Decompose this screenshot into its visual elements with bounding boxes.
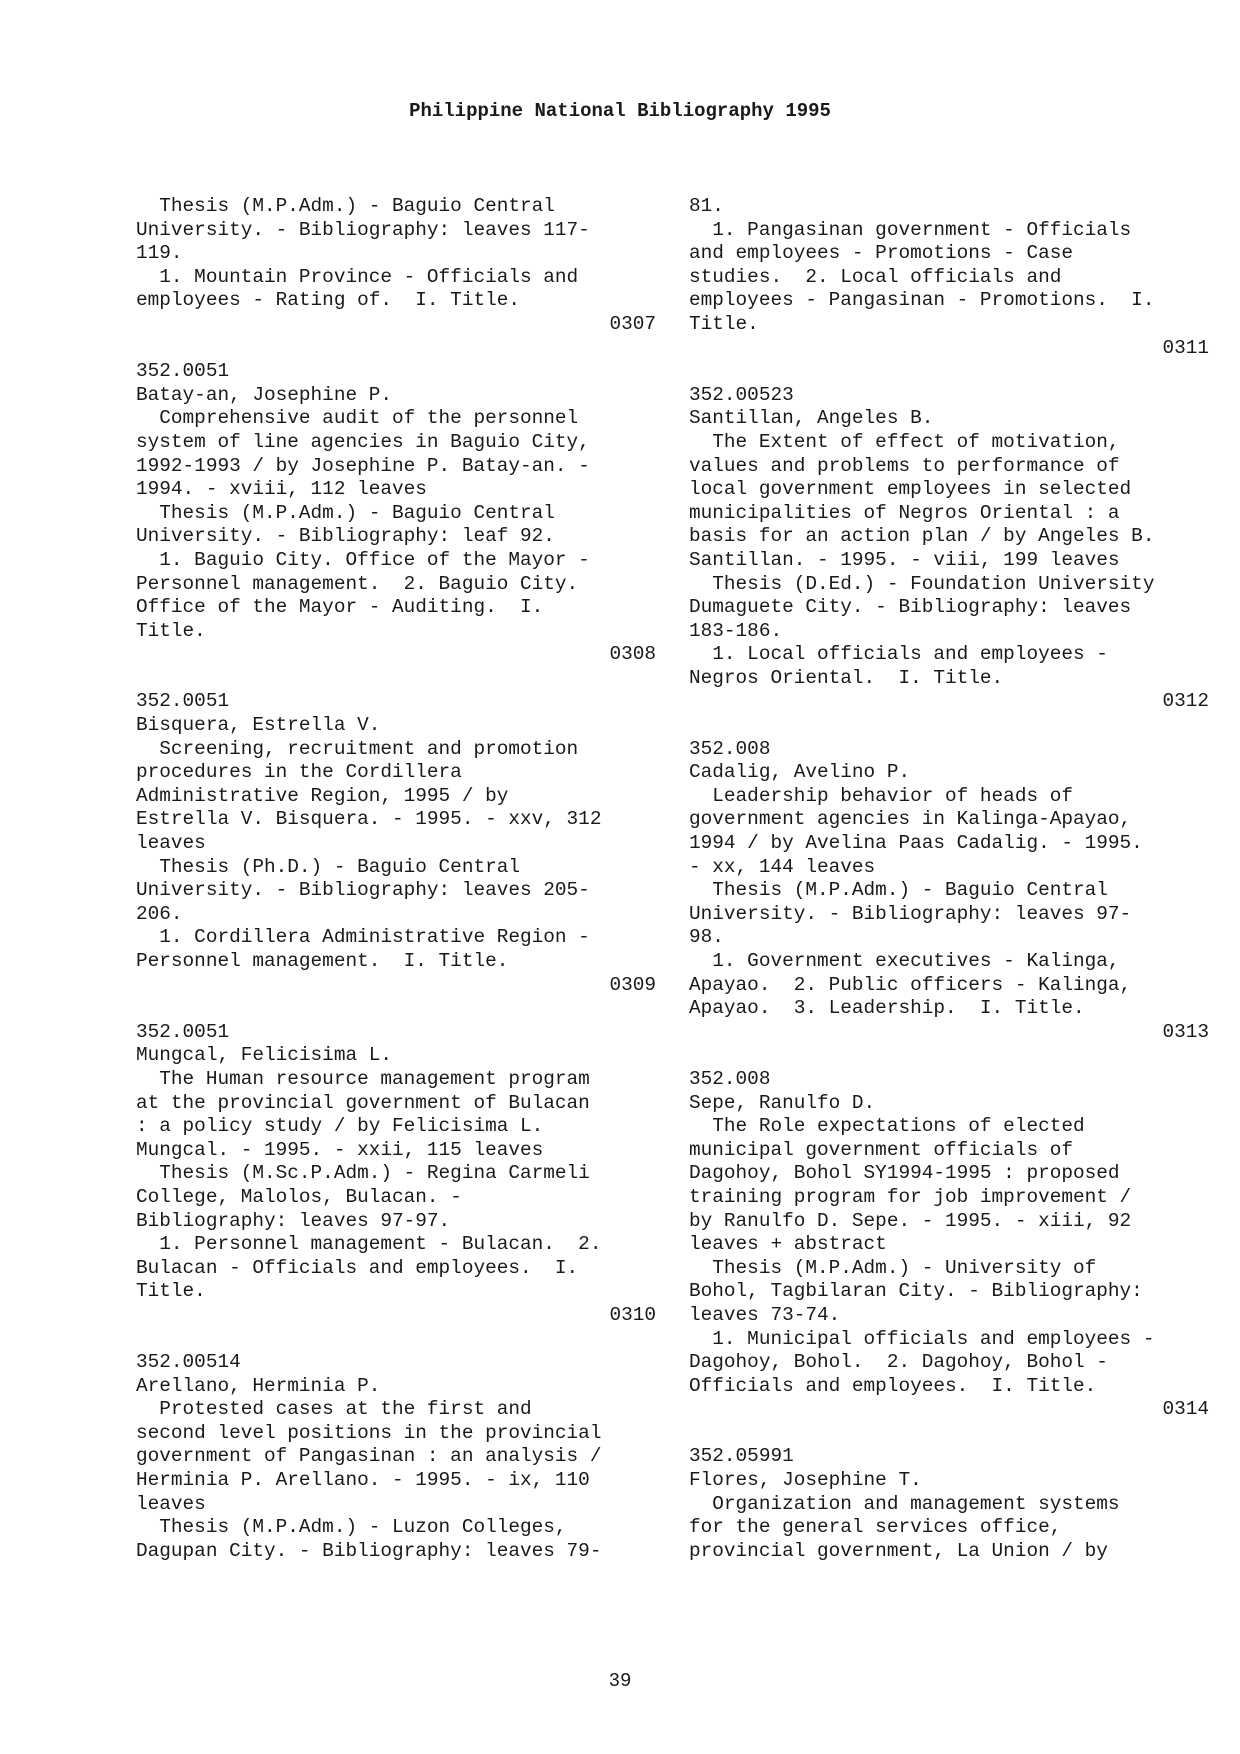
- record-number: 0314: [1162, 1398, 1209, 1421]
- text-line: 1. Cordillera Administrative Region -: [136, 926, 590, 949]
- text-line: Estrella V. Bisquera. - 1995. - xxv, 312: [136, 808, 602, 831]
- text-line: Thesis (M.Sc.P.Adm.) - Regina Carmeli: [136, 1162, 590, 1185]
- text-line: and employees - Promotions - Case: [689, 242, 1073, 265]
- blank-line: [136, 667, 656, 691]
- text-line: Negros Oriental. I. Title.: [689, 666, 1004, 689]
- text-line: system of line agencies in Baguio City,: [136, 430, 590, 453]
- text-line: The Human resource management program: [136, 1067, 590, 1090]
- text-line: 206.: [136, 902, 183, 925]
- text-line: University. - Bibliography: leaves 97-: [689, 902, 1132, 925]
- record-number: 0309: [609, 973, 656, 996]
- text-line: leaves: [136, 832, 206, 855]
- text-line: Officials and employees. I. Title.: [689, 1374, 1097, 1397]
- text-line: government agencies in Kalinga-Apayao,: [689, 808, 1132, 831]
- record-number: 0311: [1162, 336, 1209, 359]
- text-line: - xx, 144 leaves: [689, 855, 876, 878]
- blank-line: [689, 360, 1209, 384]
- text-line: University. - Bibliography: leaves 117-: [136, 218, 590, 241]
- text-line: Batay-an, Josephine P.: [136, 383, 392, 406]
- blank-line: [136, 337, 656, 361]
- text-line: 1992-1993 / by Josephine P. Batay-an. -: [136, 454, 590, 477]
- text-line: leaves: [136, 1492, 206, 1515]
- text-line: Mungcal, Felicisima L.: [136, 1044, 392, 1067]
- text-line: employees - Pangasinan - Promotions. I.: [689, 289, 1155, 312]
- text-line: second level positions in the provincial: [136, 1421, 602, 1444]
- record-number: 0310: [609, 1303, 656, 1326]
- text-line: University. - Bibliography: leaf 92.: [136, 525, 555, 548]
- page-number: 39: [608, 1670, 632, 1692]
- text-line: Administrative Region, 1995 / by: [136, 784, 509, 807]
- text-line: municipal government officials of: [689, 1138, 1073, 1161]
- text-line: The Extent of effect of motivation,: [689, 430, 1120, 453]
- text-line: Title.: [136, 1280, 206, 1303]
- text-line: Thesis (M.P.Adm.) - Baguio Central: [136, 195, 555, 217]
- blank-line: [136, 1328, 656, 1352]
- text-line: University. - Bibliography: leaves 205-: [136, 879, 590, 902]
- text-line: provincial government, La Union / by: [689, 1539, 1108, 1562]
- text-line: training program for job improvement /: [689, 1185, 1132, 1208]
- text-line: Bibliography: leaves 97-97.: [136, 1209, 451, 1232]
- text-line: Personnel management. I. Title.: [136, 950, 509, 972]
- text-line: Herminia P. Arellano. - 1995. - ix, 110: [136, 1469, 590, 1492]
- text-line: 352.008: [689, 737, 771, 760]
- text-line: Screening, recruitment and promotion: [136, 737, 579, 760]
- text-line: Sepe, Ranulfo D.: [689, 1091, 876, 1114]
- text-line: Arellano, Herminia P.: [136, 1374, 381, 1397]
- text-line: basis for an action plan / by Angeles B.: [689, 525, 1155, 548]
- text-line: Dagohoy, Bohol. 2. Dagohoy, Bohol -: [689, 1351, 1108, 1374]
- text-line: Santillan, Angeles B.: [689, 407, 934, 430]
- record-number: 0307: [609, 312, 656, 335]
- text-line: 352.05991: [689, 1445, 794, 1468]
- text-line: government of Pangasinan : an analysis /: [136, 1445, 602, 1468]
- text-line: Cadalig, Avelino P.: [689, 761, 911, 784]
- text-line: 352.008: [689, 1067, 771, 1090]
- text-line: employees - Rating of. I. Title.: [136, 289, 520, 312]
- text-line: 352.00514: [136, 1351, 241, 1374]
- text-line: Dagupan City. - Bibliography: leaves 79-: [136, 1539, 602, 1562]
- text-line: for the general services office,: [689, 1516, 1062, 1539]
- text-line: 1. Personnel management - Bulacan. 2.: [136, 1233, 602, 1256]
- text-line: Santillan. - 1995. - viii, 199 leaves: [689, 548, 1120, 571]
- text-line: Dumaguete City. - Bibliography: leaves: [689, 596, 1132, 619]
- text-line: Organization and management systems: [689, 1492, 1120, 1515]
- text-line: 352.0051: [136, 690, 230, 713]
- text-line: 1. Government executives - Kalinga,: [689, 950, 1120, 972]
- text-line: leaves + abstract: [689, 1233, 887, 1256]
- text-line: 1. Municipal officials and employees -: [689, 1327, 1155, 1350]
- text-line: College, Malolos, Bulacan. -: [136, 1185, 462, 1208]
- text-line: : a policy study / by Felicisima L.: [136, 1115, 544, 1138]
- left-column: [136, 195, 656, 1563]
- text-line: 1994 / by Avelina Paas Cadalig. - 1995.: [689, 832, 1143, 855]
- page-title: Philippine National Bibliography 1995: [409, 100, 831, 122]
- text-line: 352.0051: [136, 1020, 230, 1043]
- record-number: 0312: [1162, 690, 1209, 713]
- record-number: 0308: [609, 643, 656, 666]
- text-line: 183-186.: [689, 619, 783, 642]
- text-line: Apayao. 3. Leadership. I. Title.: [689, 997, 1085, 1020]
- text-line: Dagohoy, Bohol SY1994-1995 : proposed: [689, 1162, 1120, 1185]
- text-line: Thesis (M.P.Adm.) - Baguio Central: [136, 501, 555, 524]
- text-line: local government employees in selected: [689, 478, 1132, 501]
- text-line: by Ranulfo D. Sepe. - 1995. - xiii, 92: [689, 1209, 1132, 1232]
- text-line: Office of the Mayor - Auditing. I.: [136, 596, 544, 619]
- text-line: 1. Baguio City. Office of the Mayor -: [136, 548, 590, 571]
- text-line: Thesis (Ph.D.) - Baguio Central: [136, 855, 520, 878]
- text-line: 352.0051: [136, 360, 230, 383]
- text-line: 98.: [689, 926, 724, 949]
- text-line: Thesis (D.Ed.) - Foundation University: [689, 572, 1155, 595]
- text-line: Bohol, Tagbilaran City. - Bibliography:: [689, 1280, 1143, 1303]
- text-line: Thesis (M.P.Adm.) - Luzon Colleges,: [136, 1516, 567, 1539]
- text-line: 1. Mountain Province - Officials and: [136, 265, 579, 288]
- text-line: Flores, Josephine T.: [689, 1469, 922, 1492]
- text-line: at the provincial government of Bulacan: [136, 1091, 590, 1114]
- text-line: 1994. - xviii, 112 leaves: [136, 478, 427, 501]
- text-line: 1. Local officials and employees -: [689, 643, 1108, 666]
- text-line: Leadership behavior of heads of: [689, 784, 1073, 807]
- text-line: Title.: [689, 312, 759, 335]
- text-line: Bisquera, Estrella V.: [136, 714, 381, 737]
- text-line: Mungcal. - 1995. - xxii, 115 leaves: [136, 1138, 544, 1161]
- text-line: leaves 73-74.: [689, 1303, 841, 1326]
- text-line: Bulacan - Officials and employees. I.: [136, 1256, 579, 1279]
- text-line: 119.: [136, 242, 183, 265]
- blank-line: [689, 1044, 1209, 1068]
- text-line: Title.: [136, 619, 206, 642]
- text-line: values and problems to performance of: [689, 454, 1120, 477]
- blank-line: [689, 714, 1209, 738]
- text-line: 352.00523: [689, 383, 794, 406]
- text-line: Thesis (M.P.Adm.) - University of: [689, 1256, 1097, 1279]
- blank-line: [689, 1422, 1209, 1446]
- text-line: municipalities of Negros Oriental : a: [689, 501, 1120, 524]
- right-column: [689, 195, 1209, 1563]
- text-line: 1. Pangasinan government - Officials: [689, 218, 1132, 241]
- text-line: studies. 2. Local officials and: [689, 265, 1062, 288]
- text-line: 81.: [689, 195, 724, 217]
- text-line: The Role expectations of elected: [689, 1115, 1085, 1138]
- text-line: Personnel management. 2. Baguio City.: [136, 572, 579, 595]
- text-line: Protested cases at the first and: [136, 1398, 532, 1421]
- blank-line: [136, 997, 656, 1021]
- text-line: procedures in the Cordillera: [136, 761, 462, 784]
- text-line: Comprehensive audit of the personnel: [136, 407, 579, 430]
- text-line: Thesis (M.P.Adm.) - Baguio Central: [689, 879, 1108, 902]
- record-number: 0313: [1162, 1020, 1209, 1043]
- text-line: Apayao. 2. Public officers - Kalinga,: [689, 973, 1132, 996]
